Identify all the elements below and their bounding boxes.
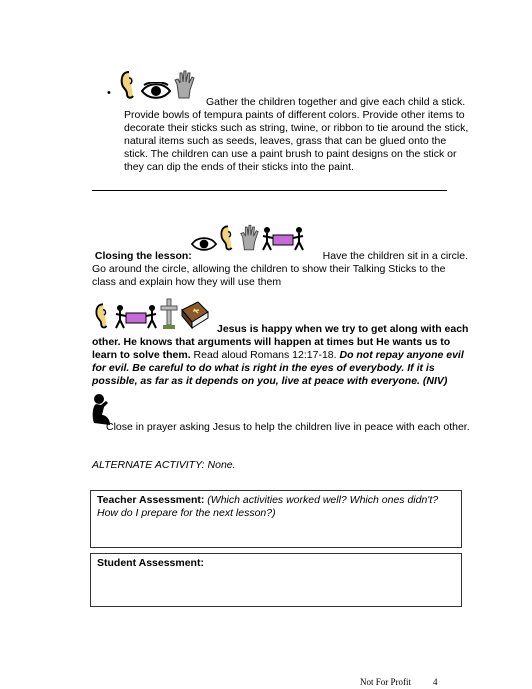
student-assessment-label: Student Assessment: <box>97 557 204 569</box>
student-assessment-box <box>90 553 462 607</box>
children-gift-icon <box>261 226 305 252</box>
prayer-paragraph <box>92 421 472 434</box>
jesus-bold-text: Jesus is happy when we try to get along with each other. He knows that arguments will happen at times but He wants us to learn to solve them. <box>92 323 469 361</box>
teacher-assessment-prompt: (Which activities worked well? Which ones didn't? How do I prepare for the next lesson?) <box>97 494 439 519</box>
divider <box>92 190 447 191</box>
teacher-assessment-label: Teacher Assessment: <box>97 494 205 506</box>
prayer-text: Close in prayer asking Jesus to help the children live in peace with each other. <box>106 421 470 433</box>
hand-icon <box>239 224 259 252</box>
bullet: • <box>107 87 111 99</box>
jesus-paragraph <box>92 323 472 388</box>
footer <box>360 676 438 689</box>
alternate-activity: ALTERNATE ACTIVITY: None. <box>92 459 236 471</box>
page-number: 4 <box>433 677 438 687</box>
closing-text: Have the children sit in a circle. Go around the circle, allowing the children to show their Talking Sticks to the class and explain how they will use them <box>92 250 468 288</box>
verse-text: Do not repay anyone evil for evil. Be careful to do what is right in the eyes of everybody. If it is possible, as far as it depends on you, live at peace with everyone. (NIV) <box>92 349 464 387</box>
teacher-assessment-box <box>90 490 462 548</box>
activity-text: Gather the children together and give each child a stick. Provide bowls of tempura paints of different colors. Provide other items to decorate their sticks such as string, twine, or ribbon to tie around the stick, natural items such as seeds, leaves, grass that can be glued onto the stick. The children can use a paint brush to paint designs on the stick or they can dip the ends of their sticks into the paint. <box>124 96 469 173</box>
closing-icons <box>191 224 305 252</box>
read-aloud-text: Read aloud Romans 12:17-18. <box>190 349 340 361</box>
closing-label: Closing the lesson: <box>94 250 192 262</box>
ear-icon <box>219 224 237 252</box>
footer-text: Not For Profit <box>360 677 412 687</box>
closing-paragraph <box>92 250 472 289</box>
